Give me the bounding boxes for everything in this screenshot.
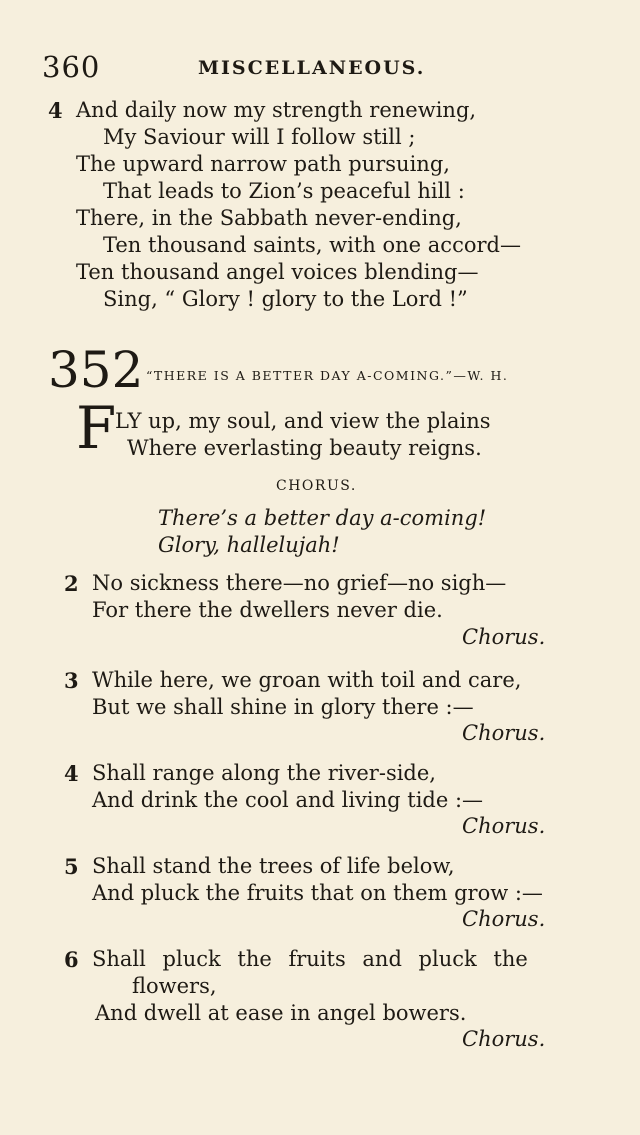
chorus-ref: Chorus. <box>462 1027 546 1051</box>
verse-line: And daily now my strength renewing, <box>76 98 477 122</box>
verse-line: My Saviour will I follow still ; <box>103 125 416 149</box>
verse-number: 4 <box>48 98 63 123</box>
verse-line: And dwell at ease in angel bowers. <box>95 1001 467 1025</box>
second-line: Where everlasting beauty reigns. <box>127 436 482 460</box>
chorus-line: There’s a better day a-coming! <box>158 506 487 530</box>
page-number: 360 <box>42 50 101 84</box>
verse-line: flowers, <box>132 974 217 998</box>
verse-line: For there the dwellers never die. <box>92 598 443 622</box>
chorus-line: Glory, hallelujah! <box>158 533 340 557</box>
verse-line: There, in the Sabbath never-ending, <box>76 206 462 230</box>
verse-line: Shall pluck the fruits and pluck the <box>92 947 528 971</box>
verse-line: The upward narrow path pursuing, <box>76 152 450 176</box>
verse-number: 4 <box>64 761 79 786</box>
hymn-number: 352 <box>48 341 144 399</box>
section-title: MISCELLANEOUS. <box>198 57 426 79</box>
first-line: LY up, my soul, and view the plains <box>115 409 491 433</box>
verse-number: 3 <box>64 668 79 693</box>
verse-line: And pluck the fruits that on them grow :— <box>92 881 543 905</box>
verse-number: 5 <box>64 854 79 879</box>
verse-line: But we shall shine in glory there :— <box>92 695 474 719</box>
verse-line: While here, we groan with toil and care, <box>92 668 522 692</box>
verse-line: Ten thousand saints, with one accord— <box>103 233 521 257</box>
verse-number: 2 <box>64 571 79 596</box>
chorus-ref: Chorus. <box>462 721 546 745</box>
hymn-title: “THERE IS A BETTER DAY A-COMING.”—W. H. <box>146 368 509 383</box>
chorus-ref: Chorus. <box>462 907 546 931</box>
verse-line: No sickness there—no grief—no sigh— <box>92 571 507 595</box>
verse-line: That leads to Zion’s peaceful hill : <box>103 179 465 203</box>
verse-line: Shall range along the river-side, <box>92 761 436 785</box>
verse-line: And drink the cool and living tide :— <box>92 788 484 812</box>
verse-line: Sing, “ Glory ! glory to the Lord !” <box>103 287 468 311</box>
drop-cap: F <box>76 394 117 462</box>
verse-number: 6 <box>64 947 79 972</box>
verse-line: Ten thousand angel voices blending— <box>76 260 479 284</box>
chorus-label: CHORUS. <box>276 478 357 494</box>
chorus-ref: Chorus. <box>462 625 546 649</box>
verse-line: Shall stand the trees of life below, <box>92 854 455 878</box>
chorus-ref: Chorus. <box>462 814 546 838</box>
